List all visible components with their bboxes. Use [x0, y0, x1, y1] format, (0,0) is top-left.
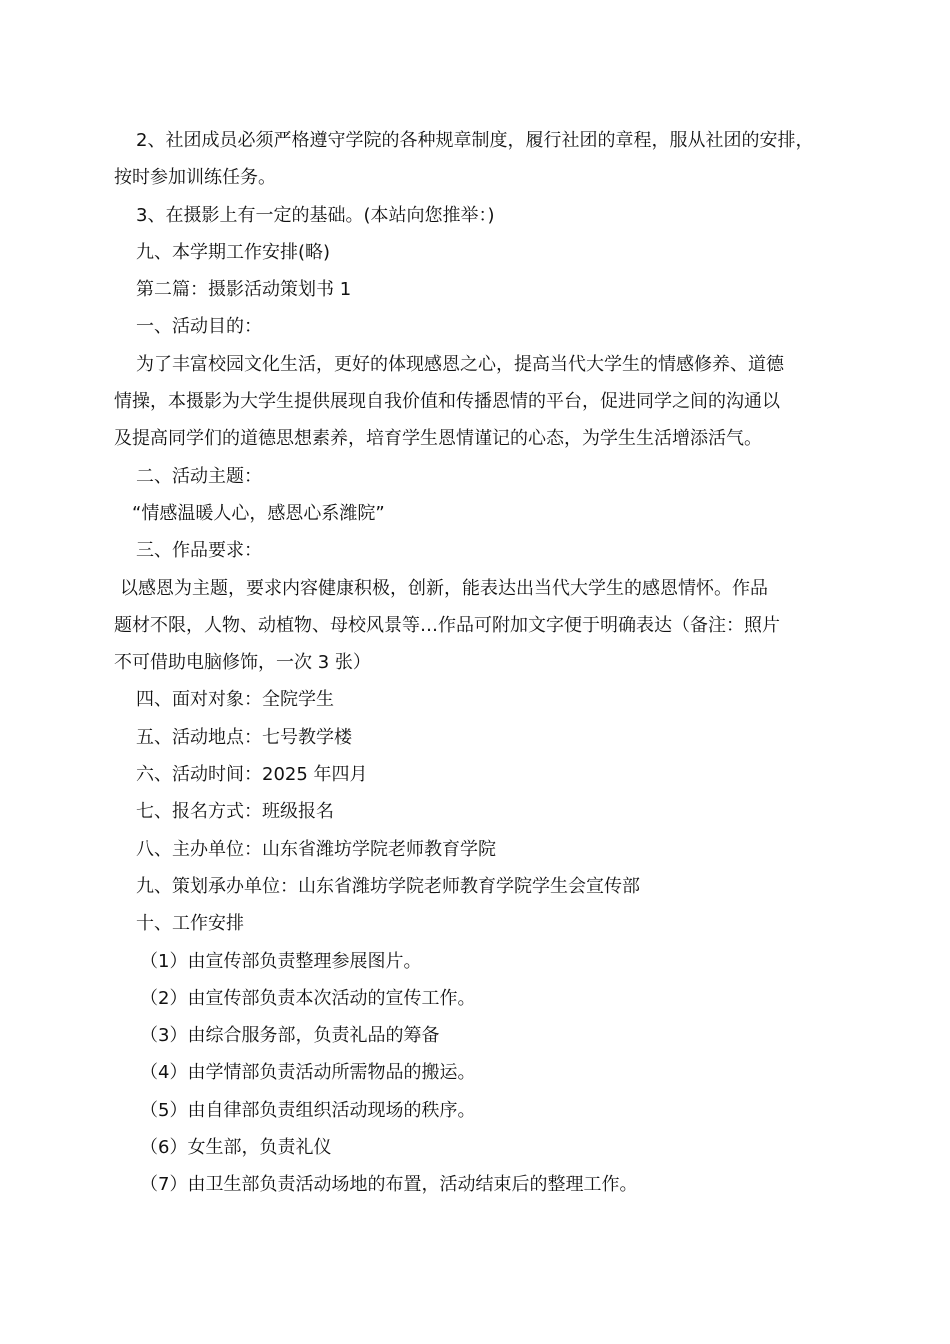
section-heading: 六、活动时间：2025 年四月 [136, 764, 368, 786]
paragraph-line: 3、在摄影上有一定的基础。(本站向您推举：) [136, 204, 495, 226]
paragraph-line: 以感恩为主题，要求内容健康积极，创新，能表达出当代大学生的感恩情怀。作品 [120, 577, 768, 599]
section-heading: 十、工作安排 [136, 913, 244, 935]
section-heading: 九、本学期工作安排(略) [136, 241, 331, 263]
list-item: （6）女生部，负责礼仪 [140, 1137, 332, 1159]
section-heading: 四、面对对象：全院学生 [136, 689, 334, 711]
list-item: （1）由宣传部负责整理参展图片。 [140, 950, 422, 972]
list-item: （7）由卫生部负责活动场地的布置，活动结束后的整理工作。 [140, 1174, 638, 1196]
paragraph-line: 题材不限，人物、动植物、母校风景等…作品可附加文字便于明确表达（备注：照片 [114, 614, 780, 636]
list-item: （5）由自律部负责组织活动现场的秩序。 [140, 1099, 476, 1121]
paragraph-line: 按时参加训练任务。 [114, 167, 276, 189]
section-heading: 一、活动目的： [136, 316, 262, 338]
chapter-heading: 第二篇：摄影活动策划书 1 [136, 279, 352, 301]
section-heading: 二、活动主题： [136, 465, 262, 487]
section-heading: 九、策划承办单位：山东省潍坊学院老师教育学院学生会宣传部 [136, 875, 640, 897]
section-heading: 五、活动地点：七号教学楼 [136, 726, 352, 748]
paragraph-line: 2、社团成员必须严格遵守学院的各种规章制度，履行社团的章程，服从社团的安排， [136, 130, 814, 151]
section-heading: 七、报名方式：班级报名 [136, 801, 334, 823]
theme-quote: “情感温暖人心，感恩心系潍院” [132, 502, 385, 524]
paragraph-line: 不可借助电脑修饰，一次 3 张） [114, 652, 371, 674]
section-heading: 三、作品要求： [136, 540, 262, 562]
document-body [114, 122, 844, 1204]
paragraph-line: 情操，本摄影为大学生提供展现自我价值和传播恩情的平台，促进同学之间的沟通以 [114, 391, 780, 413]
list-item: （3）由综合服务部，负责礼品的筹备 [140, 1025, 440, 1047]
paragraph-line: 为了丰富校园文化生活，更好的体现感恩之心，提高当代大学生的情感修养、道德 [136, 353, 784, 375]
paragraph-line: 及提高同学们的道德思想素养，培育学生恩情谨记的心态，为学生生活增添活气。 [114, 428, 762, 450]
list-item: （4）由学情部负责活动所需物品的搬运。 [140, 1062, 476, 1084]
section-heading: 八、主办单位：山东省潍坊学院老师教育学院 [136, 838, 496, 860]
list-item: （2）由宣传部负责本次活动的宣传工作。 [140, 987, 476, 1009]
